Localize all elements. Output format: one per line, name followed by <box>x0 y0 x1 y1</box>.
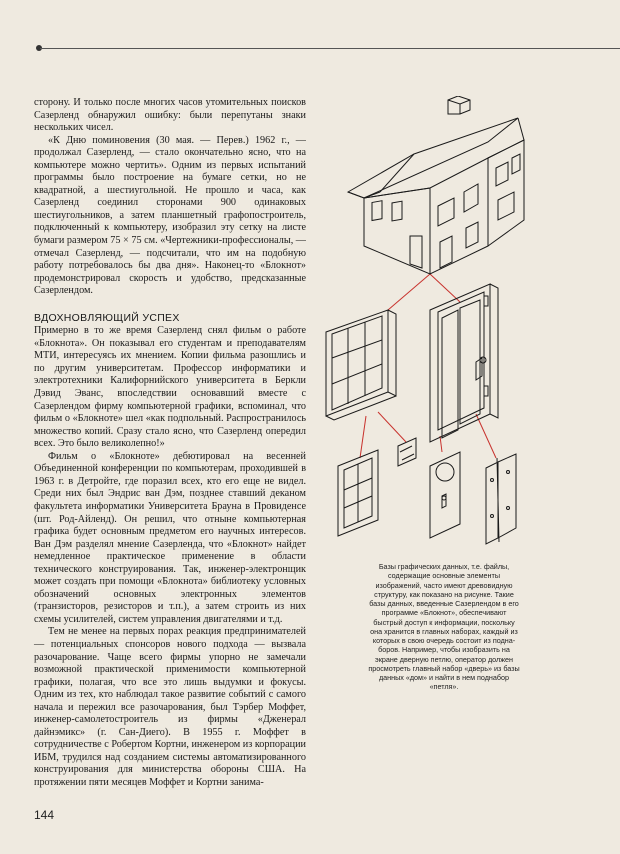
paragraph-5: Тем не менее на первых порах реакция предпринимателей — потенциальных спонсоров нового подхода — вызвала разочарование. Чаще всего фирмы упорно не замечали возможной практической применимости компьютерной графики, полагая, что все это лишь выдумки и фокусы. Одним из тех, кто наблюдал такое развитие событий с самого начала и пережил все разочарования, был Тэрбер Моффет, инженер-самолетостроитель из фирмы «Дженерал дайнэмикс» (г. Сан-Диего). В 1955 г. Моффет в сотрудничестве с Робертом Кортни, инженером из корпорации ИБМ, трудился над созданием системы автоматизированного конструирования для министерства обороны США. На протяжении пяти месяцев Моффет и Кортни занима- <box>34 626 306 788</box>
paragraph-1: сторону. И только после многих часов утомительных поисков Сазерленд обнаружил ошибку: были перепутаны знаки нескольких чисел. <box>34 97 306 134</box>
link-house-window <box>388 274 430 310</box>
main-text-column <box>34 97 306 790</box>
house-drawing <box>348 96 524 274</box>
link-window-glass <box>378 412 406 442</box>
paragraph-4: Фильм о «Блокноте» дебютировал на весенней Объединенной конференции по компьютерам, проходившей в 1963 г. в Детройте, где поразил всех, кто его еще не видел. Среди них был Эндрис ван Дэм, позднее ставший деканом факультета информатики Университета Брауна в Провиденсе (шт. Род-Айленд). Он решил, что отныне компьютерная графика будет основным предметом его научных интересов. Ван Дэм разделял мнение Сазерленда, что «Блокнот» найдет немедленное практическое применение в области технического конструирования. Так, инженер-электронщик может создать при помощи «Блокнота» библиотеку условных обозначений основных электронных элементов (транзисторов, резисторов и т.п.), а затем строить из них схемы усилителей, систем управления двигателями и т.д. <box>34 450 306 625</box>
glass-pane-drawing <box>398 438 416 466</box>
link-window-panes <box>360 416 366 458</box>
paragraph-2: «К Дню поминовения (30 мая. — Перев.) 1962 г., — продолжал Сазерленд, — стало окончательно ясно, что на компьютере можно чертить». Одним из первых испытаний программы было построение на бумаге сетки, но не квадратной, а шестиугольной. Не прошло и часа, как Сазерленд соединил сторонами 900 одинаковых шестиугольников, а затем планшетный графопостроитель, подключенный к компьютеру, изобразил эту сетку на листе бумаги размером 75 × 75 см. «Чертежники-профессионалы, — отмечал Сазерленд, — подсчитали, что им на подобную работу потребовалось бы два дня». Наконец-то «Блокнот» продемонстрировал скорость и удобство, предсказанные Сазерлендом. <box>34 134 306 297</box>
window-drawing <box>326 310 396 420</box>
house-database-illustration <box>318 96 538 552</box>
header-rule <box>40 48 620 49</box>
hinge-drawing <box>486 454 516 544</box>
section-heading: ВДОХНОВЛЯЮЩИЙ УСПЕХ <box>34 311 180 324</box>
page-number: 144 <box>34 808 55 822</box>
window-panes-drawing <box>338 450 378 536</box>
paragraph-3: Примерно в то же время Сазерленд снял фильм о работе «Блокнота». Он показывал его студентам и преподавателям МТИ, интересуясь их мнением. Копии фильма разошлись и по другим университетам. Профессор информатики и электротехники Калифорнийского университета в Беркли Дэвид Эванс, впоследствии основавший вместе с Сазерлендом фирму компьютерной графики, вспоминал, что фильм о «Блокноте» шел «как подпольный. Распространилось множество копий. Сразу стало ясно, что Сазерленд опередил всех. Это было великолепно!» <box>34 325 306 450</box>
door-drawing <box>430 284 498 442</box>
link-door-hinge <box>476 414 496 458</box>
lock-plate-drawing <box>430 452 460 538</box>
figure-caption: Базы графических данных, т.е. файлы, содержащие основные элементы изображений, часто имеют древовидную структуру, как показано на рисунке. Такие базы данных, введенные Сазерлендом в его программе «Блокнот», обеспечивают быстрый доступ к информации, поскольку она хранится в главных наборах, каждый из которых в свою очередь состоит из поднаборов. Например, чтобы изобразить на экране дверную петлю, оператор должен просмотреть главный набор «дверь» из базы данных «дом» и найти в нем поднабор «петля». <box>368 562 520 692</box>
link-house-door <box>430 274 460 302</box>
